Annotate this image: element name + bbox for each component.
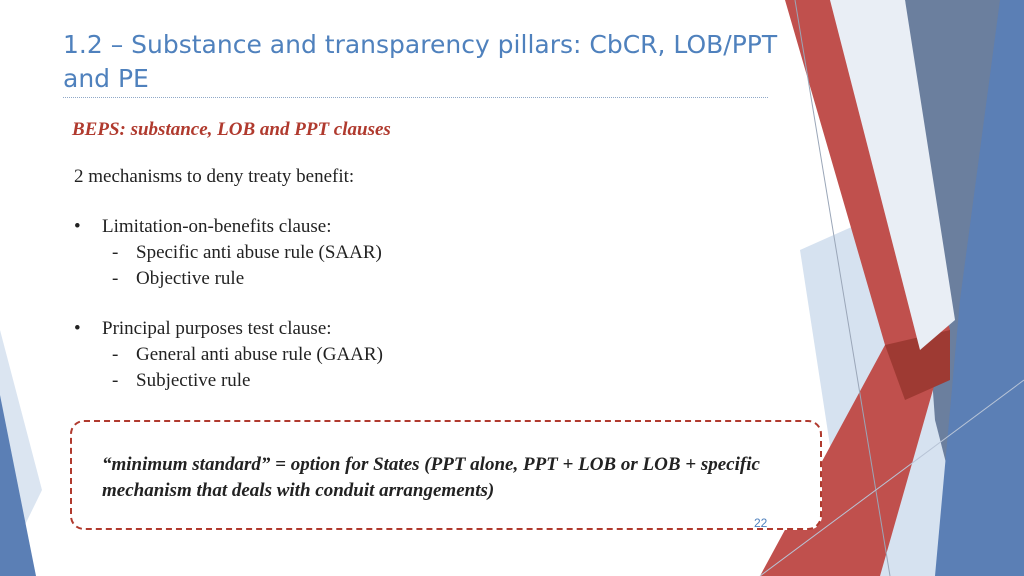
subitem-text: Subjective rule (136, 370, 251, 391)
bullet-lob (74, 216, 332, 238)
subitem-marker: - (112, 344, 119, 365)
bullet-label: Principal purposes test clause: (102, 318, 332, 339)
minimum-standard-callout (70, 420, 822, 530)
bullet-marker: • (74, 318, 81, 339)
subitem-objective-rule (112, 268, 244, 290)
bullet-ppt (74, 318, 332, 340)
subitem-subjective-rule (112, 370, 251, 392)
subitem-text: Specific anti abuse rule (SAAR) (136, 242, 382, 263)
subitem-saar (112, 242, 382, 264)
page-number: 22 (754, 516, 768, 530)
callout-text: “minimum standard” = option for States (PPT alone, PPT + LOB or LOB + specific mechanism that deals with conduit arrangements) (102, 454, 760, 501)
intro-text: 2 mechanisms to deny treaty benefit: (74, 166, 355, 187)
title-divider (63, 97, 768, 98)
subitem-marker: - (112, 268, 119, 289)
subitem-text: Objective rule (136, 268, 245, 289)
subitem-text: General anti abuse rule (GAAR) (136, 344, 383, 365)
bullet-marker: • (74, 216, 81, 237)
subitem-marker: - (112, 370, 119, 391)
slide-title: 1.2 – Substance and transparency pillars: CbCR, LOB/PPT and PE (63, 30, 778, 93)
subitem-gaar (112, 344, 383, 366)
subitem-marker: - (112, 242, 119, 263)
bullet-label: Limitation-on-benefits clause: (102, 216, 332, 237)
section-subtitle: BEPS: substance, LOB and PPT clauses (72, 119, 391, 140)
